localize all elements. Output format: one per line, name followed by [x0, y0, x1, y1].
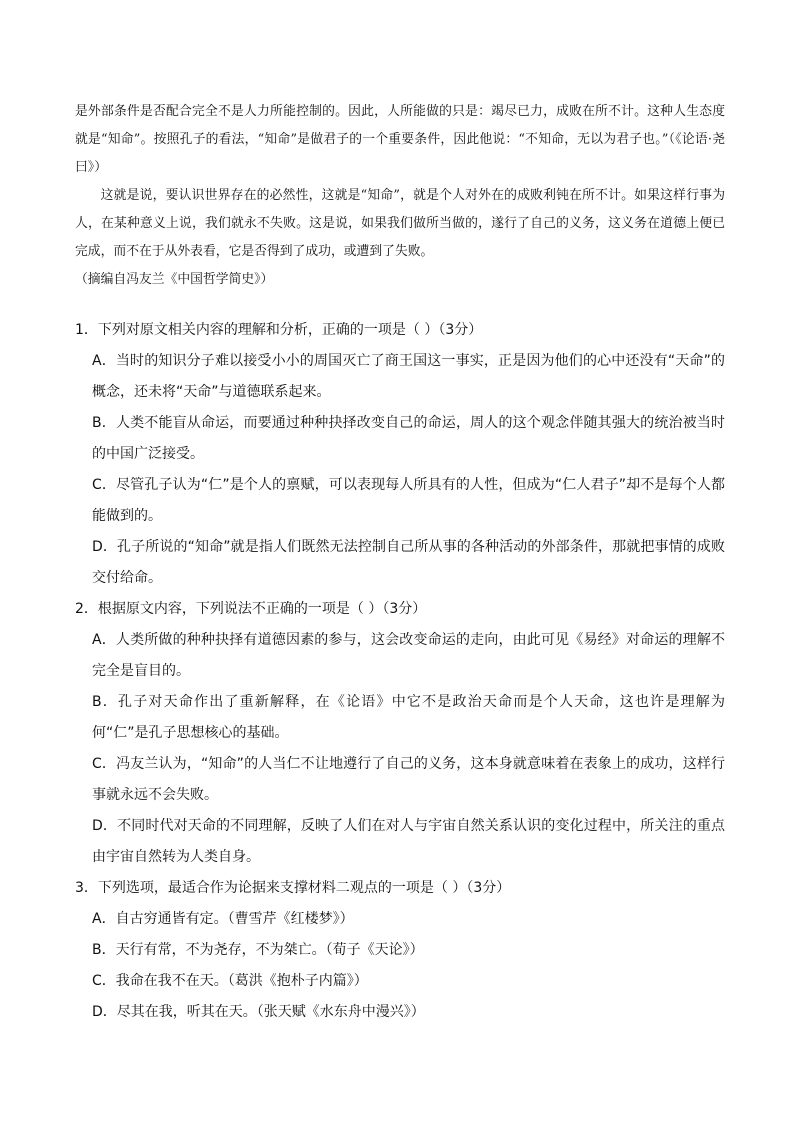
passage-paragraph-2: 这就是说，要认识世界存在的必然性，这就是“知命”，就是个人对外在的成败利钝在所不计。如果这样行事为人，在某种意义上说，我们就永不失败。这是说，如果我们做所当做的，遂行了自己的义务，这义务在道德上便已完成，而不在于从外表看，它是否得到了成功，或遭到了失败。 — [75, 188, 725, 259]
question-stem: 3．下列选项，最适合作为论据来支撑材料二观点的一项是（ ）（3分） — [75, 880, 511, 896]
passage-paragraph-1: 是外部条件是否配合完全不是人力所能控制的。因此，人所能做的只是：竭尽已力，成败在所不计。这种人生态度就是“知命”。按照孔子的看法，“知命”是做君子的一个重要条件，因此他说：“不知命，无以为君子也。”（《论语·尧曰》） — [75, 104, 725, 175]
option-c: C．我命在我不在天。（葛洪《抱朴子内篇》） — [92, 973, 368, 989]
question-1 — [75, 315, 725, 594]
question-stem: 1．下列对原文相关内容的理解和分析，正确的一项是（ ）（3分） — [75, 322, 483, 338]
option-d: D．尽其在我，听其在天。（张天赋《水东舟中漫兴》） — [92, 1004, 425, 1020]
passage-source: （摘编自冯友兰《中国哲学简史》） — [75, 272, 274, 287]
option-a: A．当时的知识分子难以接受小小的周国灭亡了商王国这一事实，正是因为他们的心中还没有“天命”的概念，还未将“天命”与道德联系起来。 — [92, 353, 725, 400]
option-a: A．人类所做的种种抉择有道德因素的参与，这会改变命运的走向，由此可见《易经》对命运的理解不完全是盲目的。 — [92, 632, 725, 679]
question-list — [75, 315, 725, 1028]
question-3 — [75, 873, 725, 1028]
option-d: D．不同时代对天命的不同理解，反映了人们在对人与宇宙自然关系认识的变化过程中，所关注的重点由宇宙自然转为人类自身。 — [92, 818, 725, 865]
option-d: D．孔子所说的“知命”就是指人们既然无法控制自己所从事的各种活动的外部条件，那就把事情的成败交付给命。 — [92, 539, 725, 586]
option-b: B．天行有常，不为尧存，不为桀亡。（荀子《天论》） — [92, 942, 424, 958]
question-2 — [75, 594, 725, 873]
passage — [75, 98, 725, 294]
question-stem: 2．根据原文内容，下列说法不正确的一项是（ ）（3分） — [75, 601, 427, 617]
option-b: B．孔子对天命作出了重新解释，在《论语》中它不是政治天命而是个人天命，这也许是理解为何“仁”是孔子思想核心的基础。 — [92, 694, 725, 741]
option-c: C．冯友兰认为，“知命”的人当仁不让地遵行了自己的义务，这本身就意味着在表象上的成功，这样行事就永远不会失败。 — [92, 756, 725, 803]
option-b: B．人类不能盲从命运，而要通过种种抉择改变自己的命运，周人的这个观念伴随其强大的统治被当时的中国广泛接受。 — [92, 415, 725, 462]
option-a: A．自古穷通皆有定。（曹雪芹《红楼梦》） — [92, 911, 354, 927]
option-c: C．尽管孔子认为“仁”是个人的禀赋，可以表现每人所具有的人性，但成为“仁人君子”却不是每个人都能做到的。 — [92, 477, 725, 524]
